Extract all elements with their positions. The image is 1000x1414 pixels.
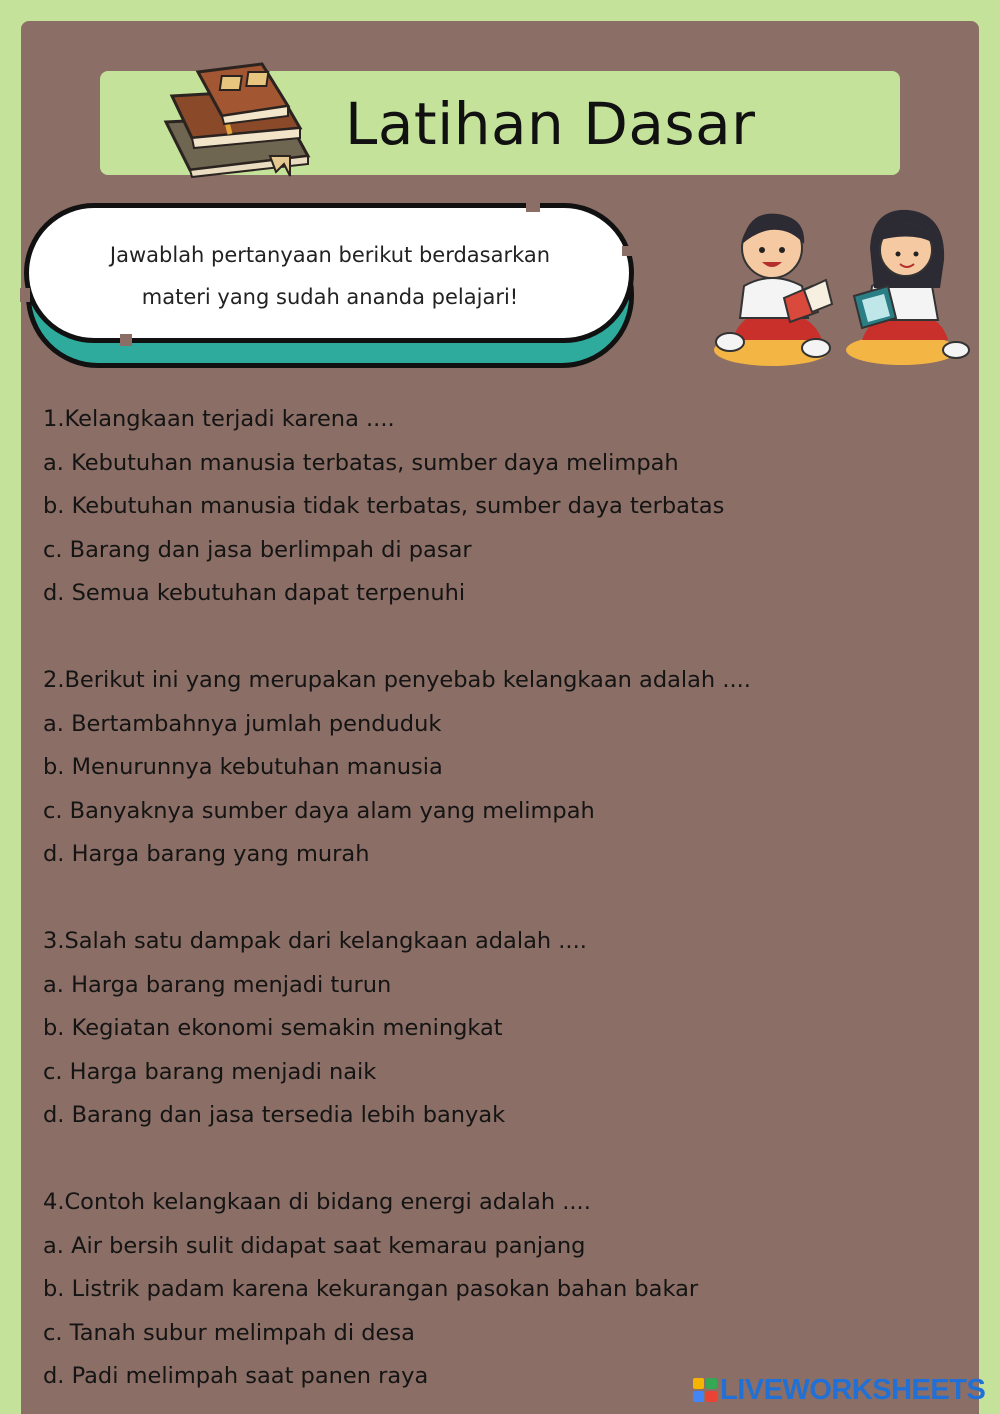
watermark-text: LIVEWORKSHEETS bbox=[720, 1373, 986, 1406]
question-text: 1.Kelangkaan terjadi karena .... bbox=[43, 406, 395, 432]
bubble-accent-gap bbox=[120, 334, 132, 346]
answer-option[interactable]: c. Tanah subur melimpah di desa bbox=[43, 1319, 415, 1346]
answer-option[interactable]: b. Menurunnya kebutuhan manusia bbox=[43, 754, 443, 780]
question-block bbox=[43, 1181, 943, 1399]
question-text: 3.Salah satu dampak dari kelangkaan adalah .... bbox=[43, 928, 587, 954]
question-block bbox=[43, 659, 943, 877]
page-title: Latihan Dasar bbox=[345, 90, 756, 158]
books-icon bbox=[158, 60, 326, 178]
answer-option[interactable]: b. Kebutuhan manusia tidak terbatas, sumber daya terbatas bbox=[43, 493, 725, 519]
answer-option[interactable]: b. Listrik padam karena kekurangan pasokan bahan bakar bbox=[43, 1276, 699, 1302]
question-text: 4.Contoh kelangkaan di bidang energi adalah .... bbox=[43, 1189, 591, 1215]
answer-option[interactable]: a. Kebutuhan manusia terbatas, sumber daya melimpah bbox=[43, 449, 679, 476]
answer-option[interactable]: d. Harga barang yang murah bbox=[43, 841, 370, 867]
answer-option[interactable]: c. Harga barang menjadi naik bbox=[43, 1058, 377, 1085]
question-block bbox=[43, 398, 943, 616]
answer-option[interactable]: a. Air bersih sulit didapat saat kemarau panjang bbox=[43, 1232, 586, 1259]
answer-option[interactable]: c. Banyaknya sumber daya alam yang melimpah bbox=[43, 797, 595, 824]
bubble-accent-gap bbox=[526, 200, 540, 212]
instruction-bubble bbox=[24, 203, 634, 343]
instruction-line-1: Jawablah pertanyaan berikut berdasarkan bbox=[109, 243, 551, 267]
answer-option[interactable]: a. Harga barang menjadi turun bbox=[43, 971, 392, 998]
liveworksheets-watermark bbox=[693, 1374, 985, 1406]
answer-option[interactable]: b. Kegiatan ekonomi semakin meningkat bbox=[43, 1015, 503, 1041]
bubble-accent-gap bbox=[622, 246, 638, 256]
question-block bbox=[43, 920, 943, 1138]
bubble-accent-gap bbox=[20, 288, 30, 302]
reading-children-illustration bbox=[712, 200, 974, 378]
answer-option[interactable]: d. Semua kebutuhan dapat terpenuhi bbox=[43, 580, 466, 606]
answer-option[interactable]: d. Padi melimpah saat panen raya bbox=[43, 1363, 429, 1389]
liveworksheets-logo-icon bbox=[693, 1378, 717, 1402]
question-text: 2.Berikut ini yang merupakan penyebab kelangkaan adalah .... bbox=[43, 667, 751, 693]
answer-option[interactable]: c. Barang dan jasa berlimpah di pasar bbox=[43, 536, 472, 563]
answer-option[interactable]: a. Bertambahnya jumlah penduduk bbox=[43, 710, 442, 737]
instruction-line-2: materi yang sudah ananda pelajari! bbox=[141, 285, 519, 309]
quiz-questions bbox=[43, 398, 943, 1399]
answer-option[interactable]: d. Barang dan jasa tersedia lebih banyak bbox=[43, 1102, 506, 1128]
